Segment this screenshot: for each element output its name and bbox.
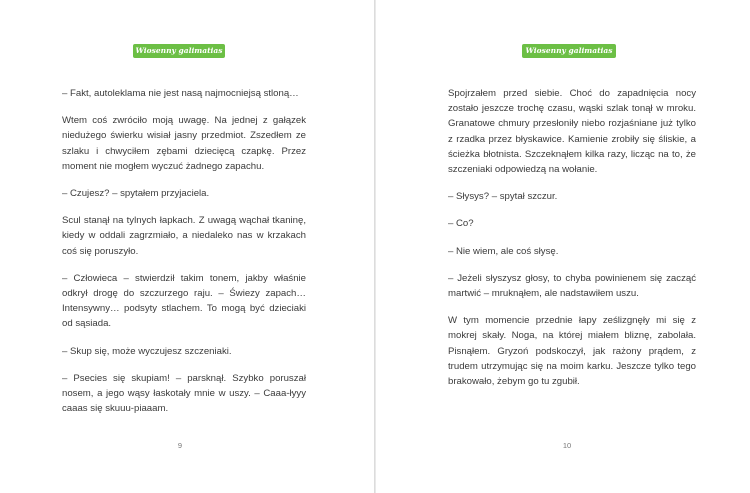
paragraph: – Psecies się skupiam! – parsknął. Szybko poruszał nosem, a jego wąsy łaskotały mnie w uszy. – Caaa-łyyy caaas się skuuu-piaaam. [62, 372, 306, 415]
paragraph: Scul stanął na tylnych łapkach. Z uwagą wąchał tkaninę, kiedy w oddali zagrzmiało, a niedaleko nas w krzakach coś się poruszyło. [62, 215, 306, 257]
paragraph: – Fakt, autoleklama nie jest nasą najmocniejsą stloną… [62, 88, 299, 99]
paragraph: – Człowieca – stwierdził takim tonem, jakby właśnie odkrył drogę do szczurzego raju. – Świezy zapach… Intensywny… podsyty stlachem. To mogą być dzieciaki od sąsiada. [62, 272, 306, 330]
paragraph: – Słysys? – spytał szczur. [448, 191, 558, 203]
paragraph: – Jeżeli słyszysz głosy, to chyba powinienem się zacząć martwić – mruknąłem, ale nadstawiłem uszu. [448, 272, 696, 300]
paragraph: – Czujesz? – spytałem przyjaciela. [62, 188, 210, 200]
page-text [448, 86, 696, 401]
right-page [376, 0, 750, 493]
page-number: 9 [177, 441, 183, 450]
page-number: 10 [562, 441, 572, 450]
page-text [62, 86, 306, 428]
paragraph: – Nie wiem, ale coś słysę. [448, 245, 559, 257]
running-header: Wiosenny galimatias [133, 44, 225, 58]
left-page [0, 0, 374, 493]
paragraph: – Skup się, może wyczujesz szczeniaki. [62, 345, 232, 357]
running-header: Wiosenny galimatias [522, 44, 616, 58]
paragraph: Spojrzałem przed siebie. Choć do zapadnięcia nocy zostało jeszcze trochę czasu, wąski szlak tonął w mroku. Granatowe chmury przesłoniły niebo rozjaśniane już tylko z rzadka przez błyskawice. Kamienie zrobiły się śliskie, a ścieżka błotnista. Szczeknąłem kilka razy, licząc na to, że szczeniaki odpowiedzą na wołanie. [448, 88, 696, 176]
paragraph: – Co? [448, 218, 474, 230]
paragraph: W tym momencie przednie łapy ześlizgnęły mi się z mokrej skały. Noga, na której miałem bliznę, zabolała. Pisnąłem. Gryzoń podskoczył, jak rażony prądem, z trudem utrzymując się na moim karku. Jeszcze tylko tego brakowało, żebym go tu zgubił. [448, 315, 696, 388]
paragraph: Wtem coś zwróciło moją uwagę. Na jednej z gałązek niedużego świerku wisiał jasny przedmiot. Zszedłem ze szlaku i chwyciłem zębami dziecięcą czapkę. Przez moment nie mogłem wyczuć żadnego zapachu. [62, 115, 306, 172]
